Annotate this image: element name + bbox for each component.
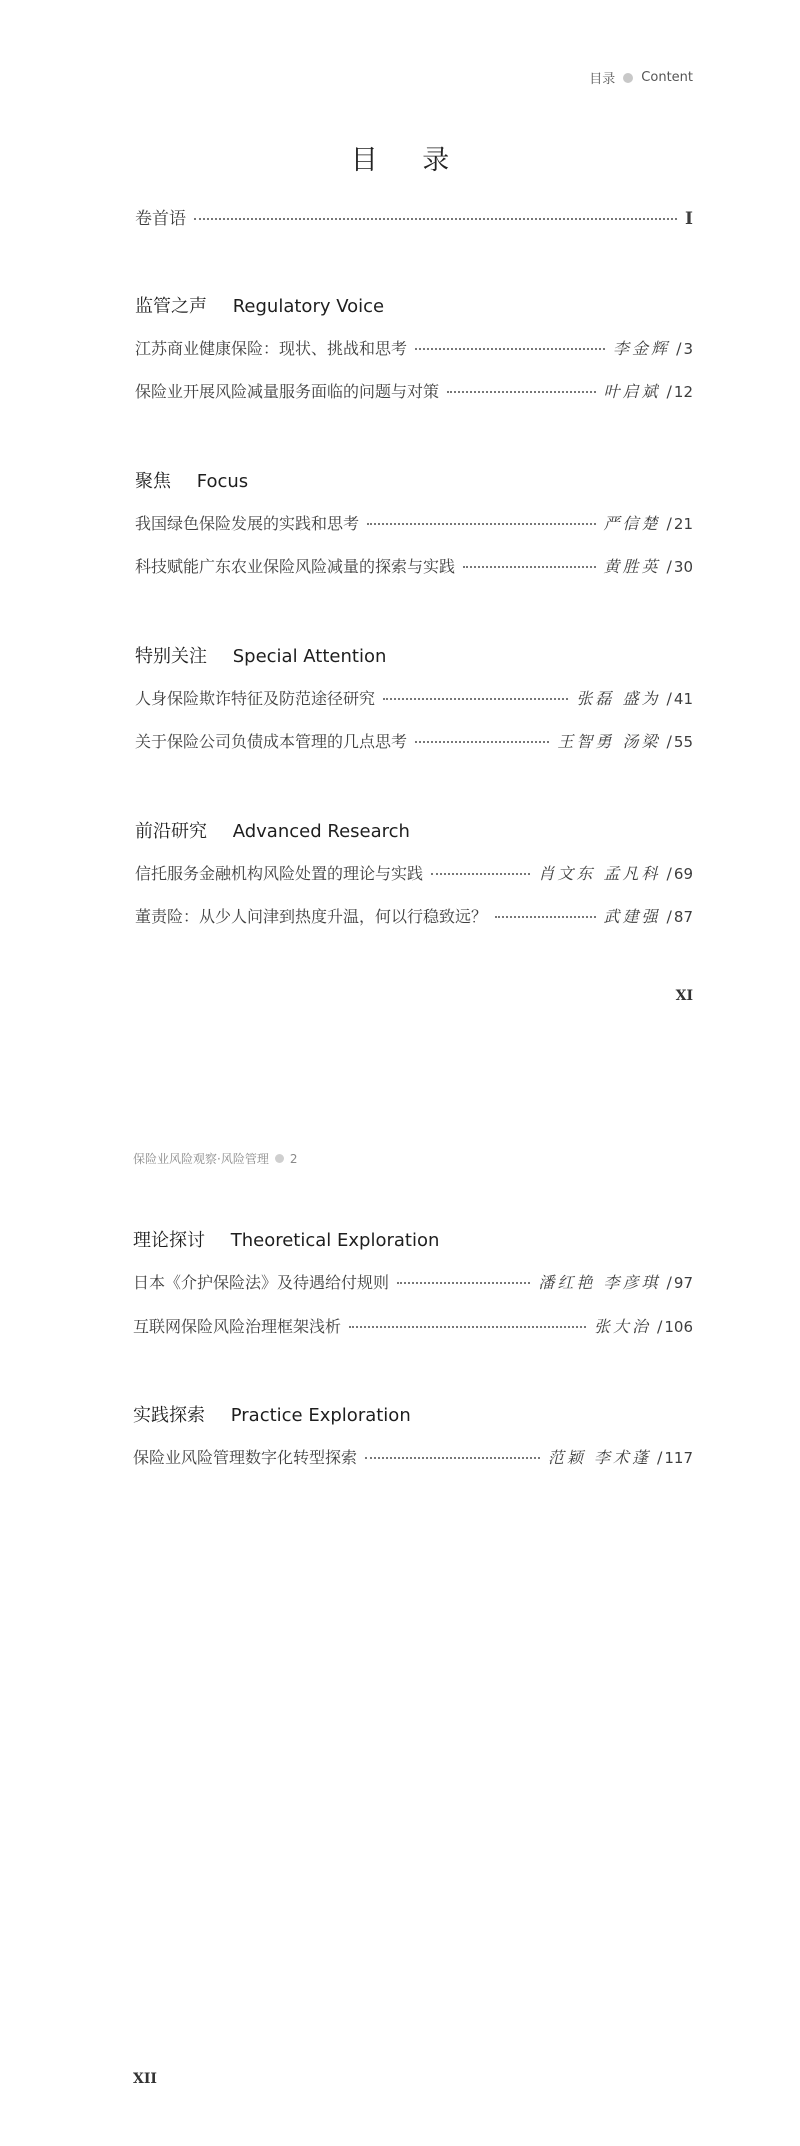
toc-entry[interactable] xyxy=(135,729,693,752)
page-separator: / xyxy=(656,1317,663,1336)
page-separator: / xyxy=(656,1448,663,1467)
entry-title: 科技赋能广东农业保险风险减量的探索与实践 xyxy=(135,557,456,576)
section-heading xyxy=(133,1401,411,1427)
entry-title: 保险业风险管理数字化转型探索 xyxy=(133,1448,358,1467)
page-title: 目 录 xyxy=(350,145,468,176)
section-title-zh: 监管之声 xyxy=(135,296,207,317)
section-heading xyxy=(133,1226,439,1252)
journal-number: 2 xyxy=(289,1151,298,1166)
dot-leader xyxy=(367,523,595,525)
entry-author: 严信楚 xyxy=(603,514,661,533)
entry-page: 12 xyxy=(673,383,693,401)
bullet-dot-icon xyxy=(623,73,633,83)
entry-title: 保险业开展风险减量服务面临的问题与对策 xyxy=(135,382,440,401)
toc-entry[interactable] xyxy=(135,379,693,402)
dot-leader xyxy=(463,566,595,568)
page-separator: / xyxy=(666,864,672,883)
toc-entry[interactable] xyxy=(135,336,693,359)
bullet-dot-icon xyxy=(275,1154,284,1163)
page-separator: / xyxy=(666,732,672,751)
section-title-zh: 实践探索 xyxy=(133,1405,205,1426)
entry-page: 97 xyxy=(673,1274,693,1292)
entry-page: 41 xyxy=(673,690,693,708)
toc-page-2 xyxy=(0,1073,800,2146)
section-title-zh: 理论探讨 xyxy=(133,1230,205,1251)
entry-title: 江苏商业健康保险：现状、挑战和思考 xyxy=(135,339,408,358)
entry-title: 我国绿色保险发展的实践和思考 xyxy=(135,514,360,533)
section-title-zh: 聚焦 xyxy=(135,471,171,492)
dot-leader xyxy=(415,741,549,743)
entry-author: 武建强 xyxy=(603,907,661,926)
entry-page: 55 xyxy=(673,733,693,751)
dot-leader xyxy=(415,348,605,350)
page-folio: XI xyxy=(675,988,693,1004)
running-header-label: 目录 xyxy=(589,72,616,87)
section-title-en: Practice Exploration xyxy=(230,1405,411,1426)
entry-author: 叶启斌 xyxy=(603,382,661,401)
entry-page: 106 xyxy=(664,1318,693,1336)
section-title-en: Theoretical Exploration xyxy=(230,1230,440,1251)
dot-leader xyxy=(397,1282,530,1284)
entry-author: 李金辉 xyxy=(613,339,671,358)
entry-page: 21 xyxy=(673,515,693,533)
dot-leader xyxy=(447,391,595,393)
section-title-en: Regulatory Voice xyxy=(232,296,385,317)
dot-leader xyxy=(349,1326,586,1328)
running-header xyxy=(589,68,693,87)
entry-title: 信托服务金融机构风险处置的理论与实践 xyxy=(135,864,424,883)
section-title-en: Advanced Research xyxy=(232,821,410,842)
entry-page: 117 xyxy=(664,1449,693,1467)
toc-entry[interactable] xyxy=(133,1445,693,1468)
entry-page: 87 xyxy=(673,908,693,926)
entry-page: I xyxy=(685,209,693,229)
page-separator: / xyxy=(666,382,672,401)
toc-entry[interactable] xyxy=(133,1314,693,1337)
dot-leader xyxy=(194,218,677,220)
entry-title: 人身保险欺诈特征及防范途径研究 xyxy=(135,689,376,708)
entry-author: 张大治 xyxy=(593,1317,651,1336)
toc-entry[interactable] xyxy=(135,686,693,709)
section-title-zh: 特别关注 xyxy=(135,646,207,667)
entry-title: 日本《介护保险法》及待遇给付规则 xyxy=(133,1273,390,1292)
dot-leader xyxy=(365,1457,540,1459)
toc-entry[interactable] xyxy=(135,904,693,927)
entry-page: 3 xyxy=(683,340,693,358)
page-separator: / xyxy=(666,1273,672,1292)
dot-leader xyxy=(383,698,568,700)
entry-author: 范颖 李术蓬 xyxy=(547,1448,651,1467)
section-heading xyxy=(135,642,386,668)
toc-entry-preface[interactable] xyxy=(135,204,693,229)
entry-author: 黄胜英 xyxy=(603,557,661,576)
entry-page: 30 xyxy=(673,558,693,576)
section-heading xyxy=(135,467,248,493)
dot-leader xyxy=(495,916,595,918)
section-title-zh: 前沿研究 xyxy=(135,821,207,842)
journal-name: 保险业风险观察·风险管理 xyxy=(133,1152,269,1166)
page-separator: / xyxy=(666,557,672,576)
entry-title: 董责险：从少人问津到热度升温，何以行稳致远？ xyxy=(135,907,488,926)
page-folio: XII xyxy=(133,2071,157,2087)
entry-title: 关于保险公司负债成本管理的几点思考 xyxy=(135,732,408,751)
toc-entry[interactable] xyxy=(133,1270,693,1293)
page-separator: / xyxy=(666,689,672,708)
page-separator: / xyxy=(666,907,672,926)
running-header-label-en: Content xyxy=(641,70,693,85)
dot-leader xyxy=(431,873,530,875)
section-title-en: Special Attention xyxy=(232,646,387,667)
page-separator: / xyxy=(676,339,682,358)
entry-title: 互联网保险风险治理框架浅析 xyxy=(133,1317,342,1336)
toc-entry[interactable] xyxy=(135,554,693,577)
section-heading xyxy=(135,292,384,318)
entry-title: 卷首语 xyxy=(135,209,186,229)
toc-entry[interactable] xyxy=(135,861,693,884)
toc-entry[interactable] xyxy=(135,511,693,534)
section-heading xyxy=(135,817,410,843)
entry-author: 张磊 盛为 xyxy=(576,689,661,708)
entry-author: 王智勇 汤梁 xyxy=(557,732,661,751)
section-title-en: Focus xyxy=(196,471,249,492)
page-separator: / xyxy=(666,514,672,533)
entry-page: 69 xyxy=(673,865,693,883)
entry-author: 潘红艳 李彦琪 xyxy=(538,1273,661,1292)
entry-author: 肖文东 孟凡科 xyxy=(538,864,661,883)
running-header xyxy=(133,1150,297,1167)
